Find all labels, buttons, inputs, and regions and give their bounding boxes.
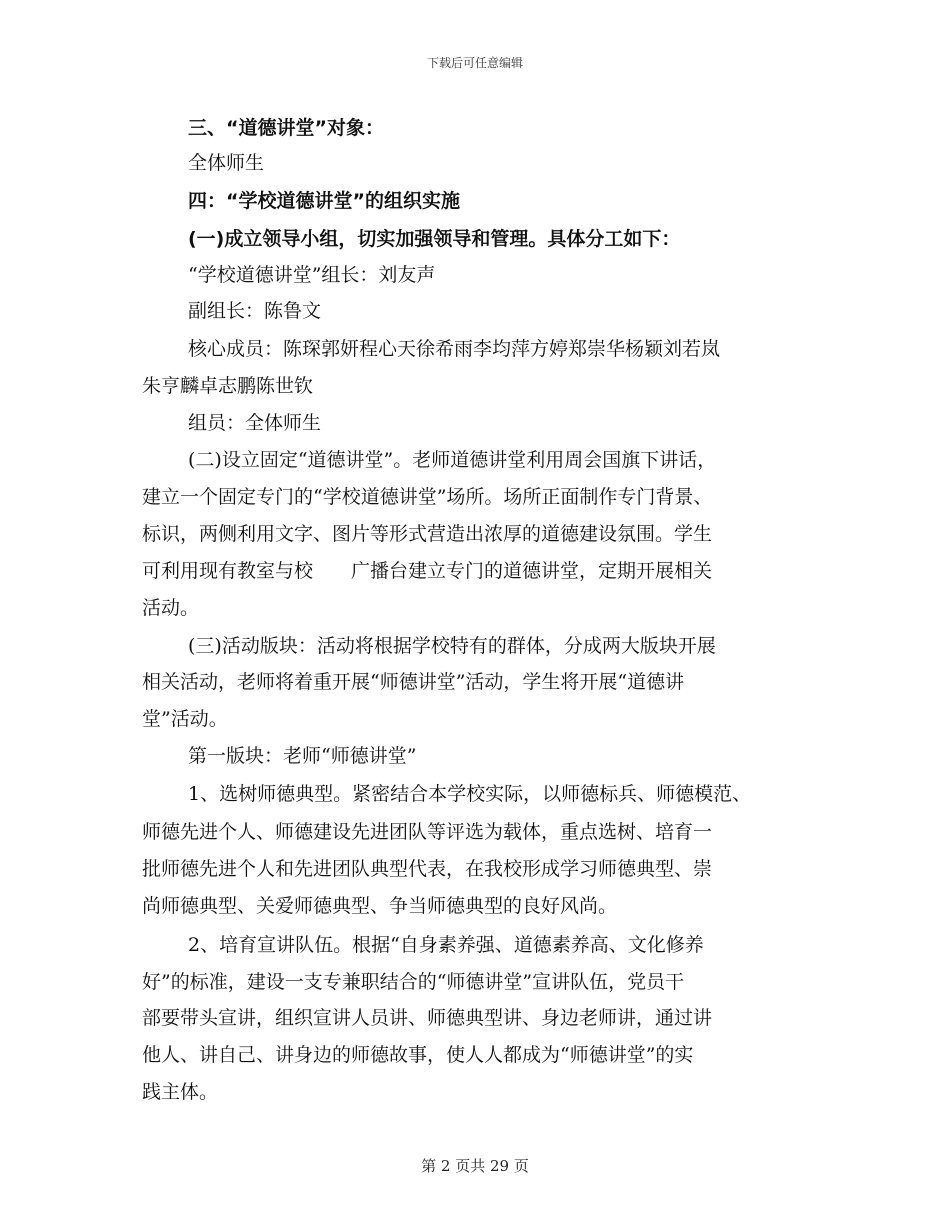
- paragraph-line: 部要带头宣讲，组织宣讲人员讲、师德典型讲、身边老师讲，通过讲: [142, 1007, 713, 1029]
- paragraph-line: 朱亨麟卓志鹏陈世钦: [142, 375, 314, 397]
- paragraph-line: 标识，两侧利用文字、图片等形式营造出浓厚的道德建设氛围。学生: [142, 523, 713, 545]
- paragraph-line: 2、培育宣讲队伍。根据“自身素养强、道德素养高、文化修养: [188, 934, 704, 956]
- page-footer: 第 2 页共 29 页: [421, 1157, 529, 1175]
- paragraph-line: 核心成员：陈琛郭妍程心天徐希雨李均萍方婷郑崇华杨颖刘若岚: [188, 338, 721, 360]
- paragraph-line: 尚师德典型、关爱师德典型、争当师德典型的良好风尚。: [142, 895, 618, 917]
- paragraph-line: 批师德先进个人和先进团队典型代表，在我校形成学习师德典型、崇: [142, 858, 713, 880]
- paragraph-line: 1、选树师德典型。紧密结合本学校实际，以师德标兵、师德模范、: [188, 783, 752, 805]
- subsection-heading-1: (一)成立领导小组，切实加强领导和管理。具体分工如下：: [188, 228, 681, 250]
- section-heading-3: 三、“道德讲堂”对象：: [188, 117, 384, 139]
- paragraph-line: (二)设立固定“道德讲堂”。老师道德讲堂利用周会国旗下讲话，: [188, 449, 717, 471]
- page-header: 下载后可任意编辑: [426, 56, 523, 70]
- paragraph-line: 活动。: [142, 597, 200, 619]
- paragraph-line: “学校道德讲堂”组长：刘友声: [188, 264, 436, 286]
- section-heading-4: 四：“学校道德讲堂”的组织实施: [188, 190, 460, 212]
- paragraph-line: 第一版块：老师“师德讲堂”: [188, 745, 417, 767]
- paragraph-line: 建立一个固定专门的“学校道德讲堂”场所。场所正面制作专门背景、: [142, 486, 713, 508]
- paragraph-line: 副组长：陈鲁文: [188, 300, 322, 322]
- paragraph-line: 相关活动，老师将着重开展“师德讲堂”活动，学生将开展“道德讲: [142, 671, 685, 693]
- paragraph-line: 堂”活动。: [142, 708, 228, 730]
- paragraph-line: 组员：全体师生: [188, 412, 322, 434]
- paragraph-line: 他人、讲自己、讲身边的师德故事，使人人都成为“师德讲堂”的实: [142, 1044, 694, 1066]
- paragraph-line: 好”的标准，建设一支专兼职结合的“师德讲堂”宣讲队伍，党员干: [142, 971, 685, 993]
- paragraph-line: 全体师生: [188, 152, 265, 174]
- paragraph-line: (三)活动版块：活动将根据学校特有的群体，分成两大版块开展: [188, 635, 716, 657]
- paragraph-line: 师德先进个人、师德建设先进团队等评选为载体，重点选树、培育一: [142, 821, 713, 843]
- paragraph-line: 可利用现有教室与校 广播台建立专门的道德讲堂，定期开展相关: [142, 560, 713, 582]
- paragraph-line: 践主体。: [142, 1081, 219, 1103]
